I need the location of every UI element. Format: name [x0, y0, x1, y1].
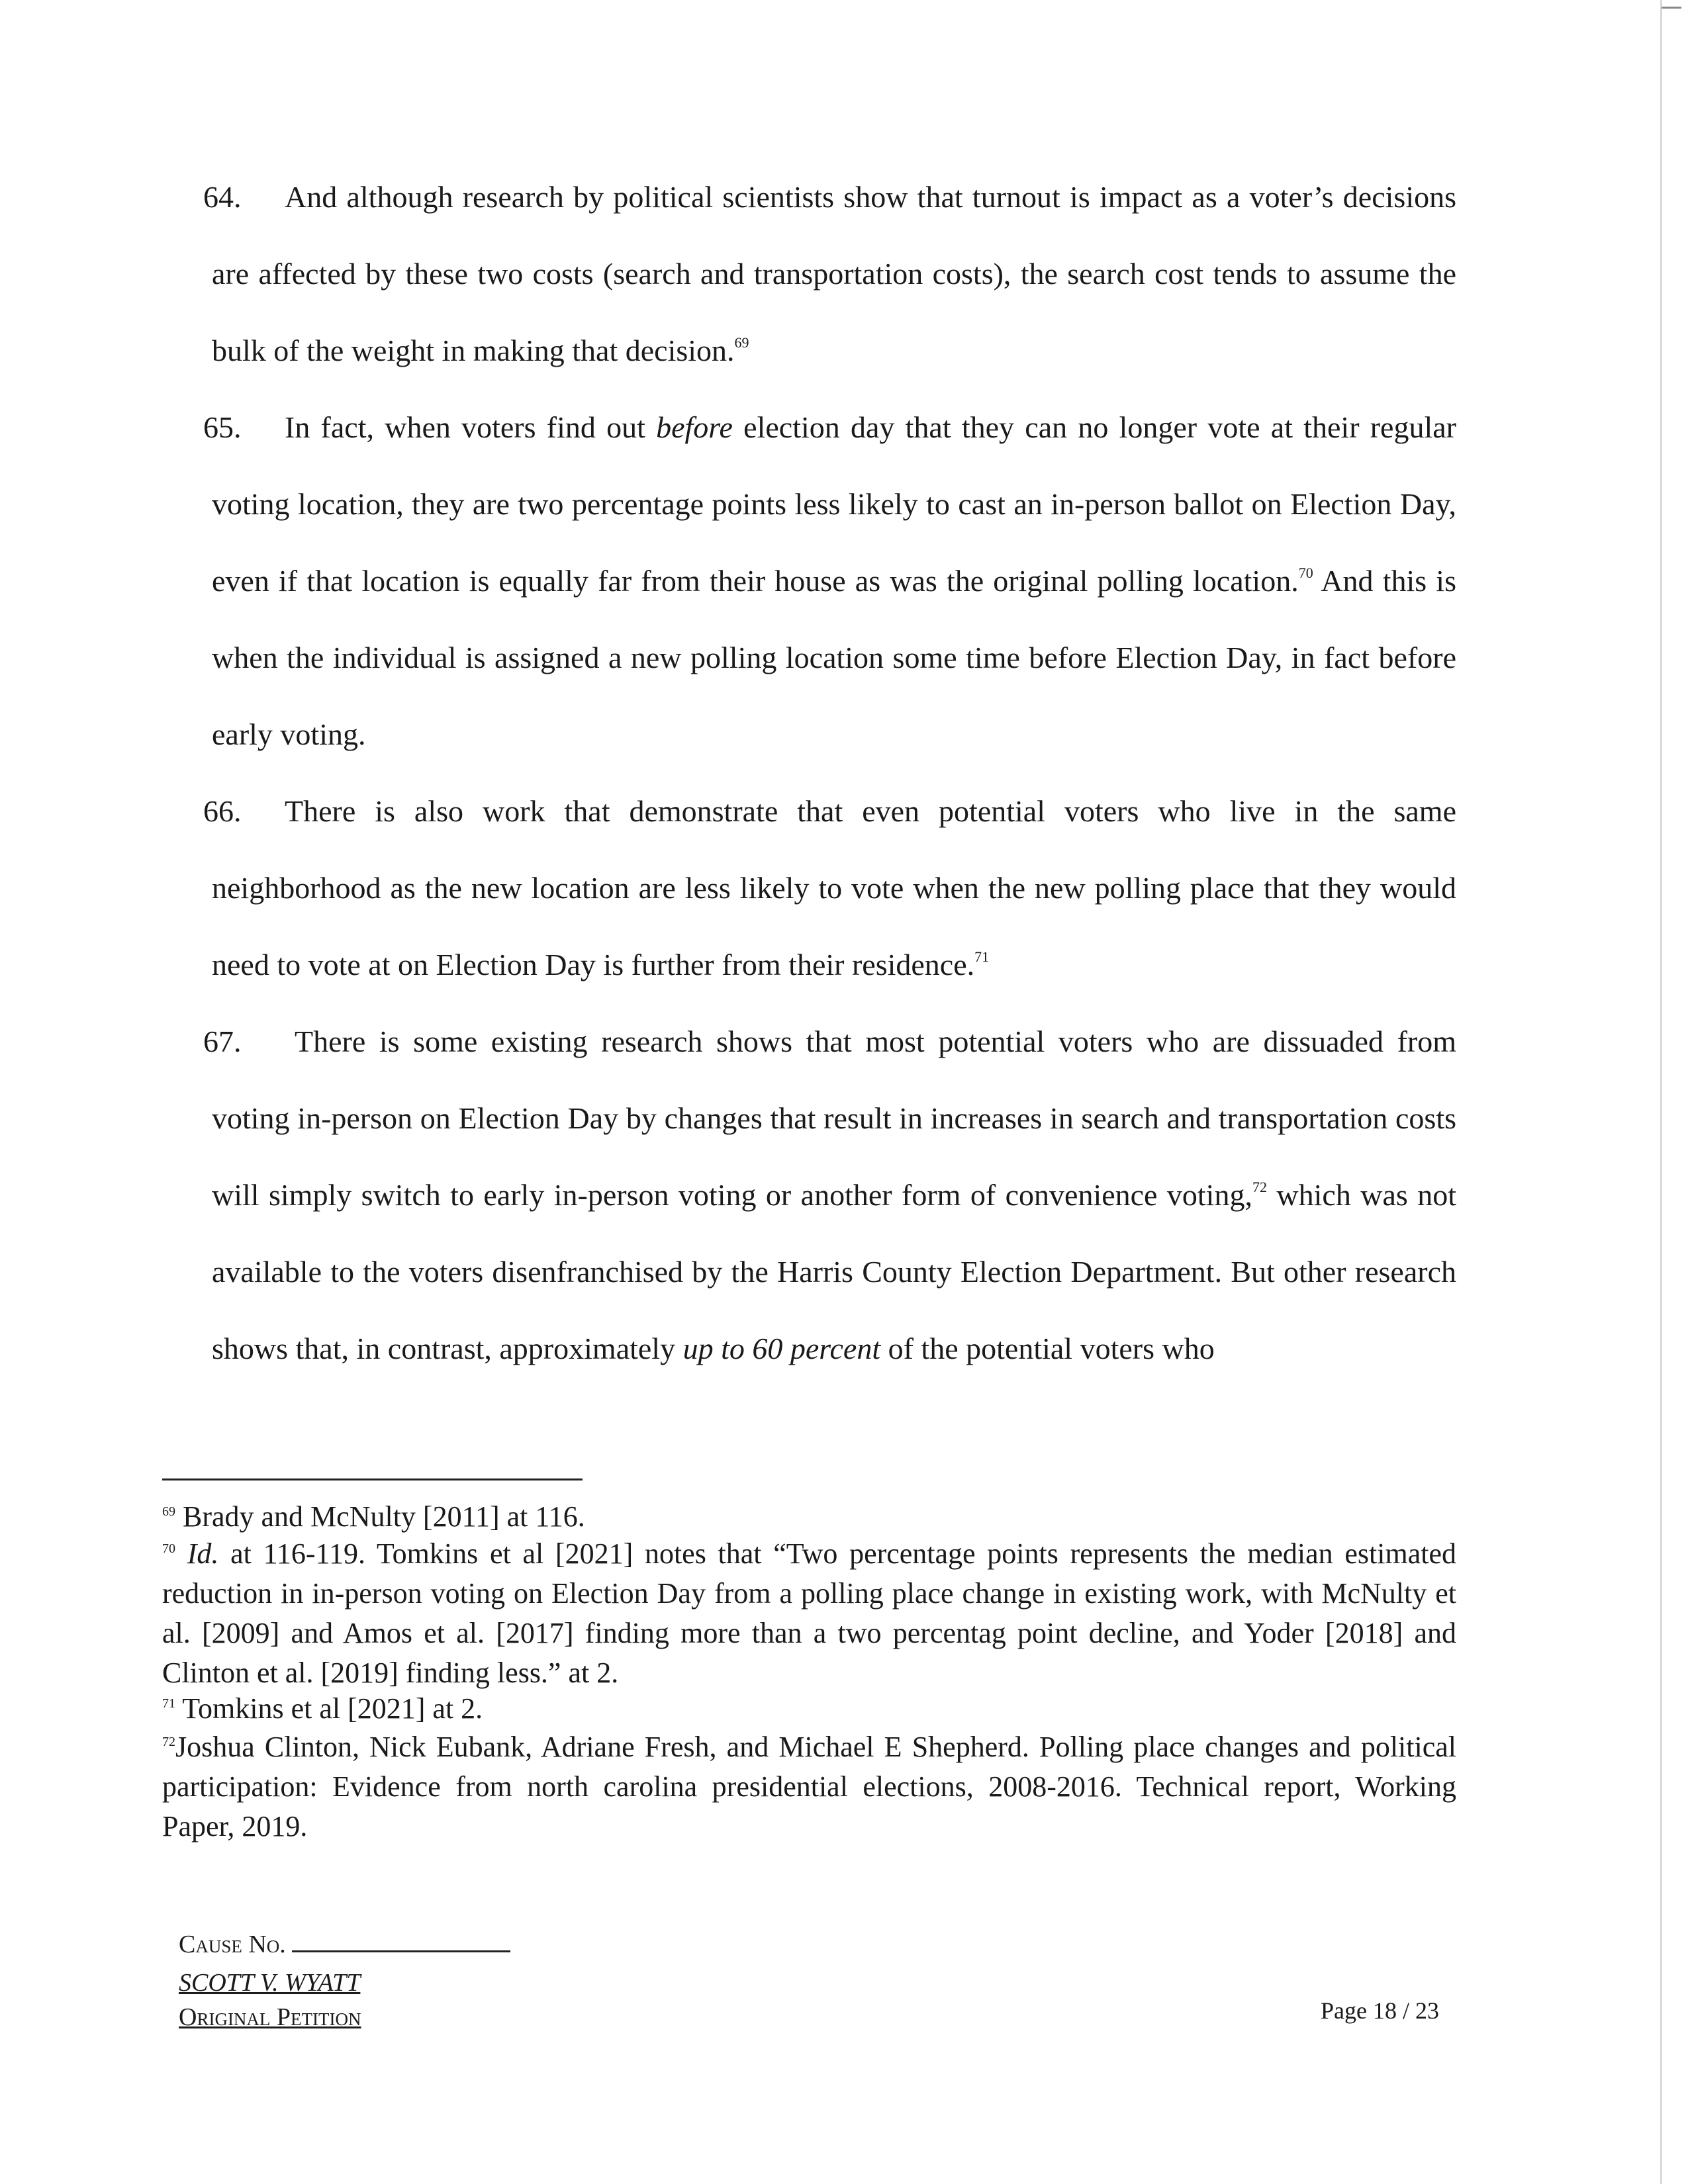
footnote-separator — [162, 1479, 583, 1480]
document-title-text: Original Petition — [179, 2003, 361, 2031]
case-name — [179, 1964, 360, 2001]
cause-number-line — [179, 1926, 510, 1963]
paragraph-text: of the potential voters who — [880, 1332, 1215, 1365]
footnote-number: 72 — [162, 1735, 175, 1749]
page-number — [1321, 1992, 1439, 2029]
paragraph-number: 64. — [203, 180, 242, 214]
footnote-69 — [162, 1497, 1456, 1537]
footnote-number: 69 — [162, 1504, 175, 1519]
paragraph-67 — [203, 1003, 1456, 1387]
paragraph-text: And although research by political scientists show that turnout is impact as a voter’s decisions are affected by these two costs (search and transportation costs), the search cost tends to assume the bulk of the weight in making that decision. — [212, 180, 1456, 367]
footnote-ref-71: 71 — [974, 948, 990, 965]
paragraph-text: In fact, when voters find out — [285, 410, 657, 444]
footnote-70 — [162, 1534, 1456, 1693]
page-number-text: Page 18 / 23 — [1321, 1997, 1439, 2024]
footnote-number: 70 — [162, 1541, 175, 1556]
emphasis-before: before — [656, 410, 733, 444]
case-name-text: SCOTT V. WYATT — [179, 1969, 361, 1997]
footnote-text: Tomkins et al [2021] at 2. — [182, 1692, 483, 1725]
paragraph-text: There is also work that demonstrate that even potential voters who live in the same neighborhood as the new location are less likely to vote when the new polling place that they would need to vote at on Election Day is further from their residence. — [212, 794, 1456, 981]
footnote-71 — [162, 1689, 1456, 1729]
footnote-ref-69: 69 — [734, 334, 749, 351]
footnote-72 — [162, 1727, 1456, 1846]
paragraph-66 — [203, 773, 1456, 1003]
cause-label: Cause No. — [179, 1931, 286, 1958]
document-title — [179, 1999, 361, 2036]
footnote-number: 71 — [162, 1696, 175, 1711]
emphasis-up-to-60-percent: up to 60 percent — [682, 1332, 881, 1365]
scan-edge-tick — [1662, 7, 1681, 9]
paragraph-number: 67. — [203, 1024, 242, 1058]
cause-number-blank — [292, 1931, 510, 1952]
paragraph-text: which was not available to the voters disenfranchised by the Harris County Election Department. But other research shows that, in contrast, approximately — [212, 1178, 1456, 1365]
scan-edge-line — [1660, 0, 1662, 2184]
paragraph-text: And this is when the individual is assigned a new polling location some time before Election Day, in fact before early voting. — [212, 564, 1456, 751]
footnote-id-citation: Id. — [187, 1537, 219, 1570]
paragraph-65 — [203, 389, 1456, 773]
paragraph-number: 66. — [203, 794, 242, 828]
paragraph-number: 65. — [203, 410, 242, 444]
footnote-text: Joshua Clinton, Nick Eubank, Adriane Fresh, and Michael E Shepherd. Polling place changes and political participation: Evidence from north carolina presidential elections, 2008-2016. Technical report, Working Paper, 2019. — [162, 1731, 1456, 1843]
footnote-ref-70: 70 — [1298, 565, 1313, 581]
paragraph-text: election day that they can no longer vote at their regular voting location, they are two percentage points less likely to cast an in-person ballot on Election Day, even if that location is equally far from their house as was the original polling location. — [212, 410, 1456, 598]
footnote-ref-72: 72 — [1252, 1179, 1267, 1195]
footnote-text: Brady and McNulty [2011] at 116. — [183, 1500, 585, 1533]
paragraph-64 — [203, 159, 1456, 389]
footnote-text: at 116-119. Tomkins et al [2021] notes that “Two percentage points represents the median estimated reduction in in-person voting on Election Day from a polling place change in existing work, with McNulty et al. [2009] and Amos et al. [2017] finding more than a two percentag point decline, and Yoder [2018] and Clinton et al. [2019] finding less.” at 2. — [162, 1537, 1456, 1689]
paragraph-text: There is some existing research shows that most potential voters who are dissuaded from voting in-person on Election Day by changes that result in increases in search and transportation costs will simply switch to early in-person voting or another form of convenience voting, — [212, 1024, 1456, 1212]
